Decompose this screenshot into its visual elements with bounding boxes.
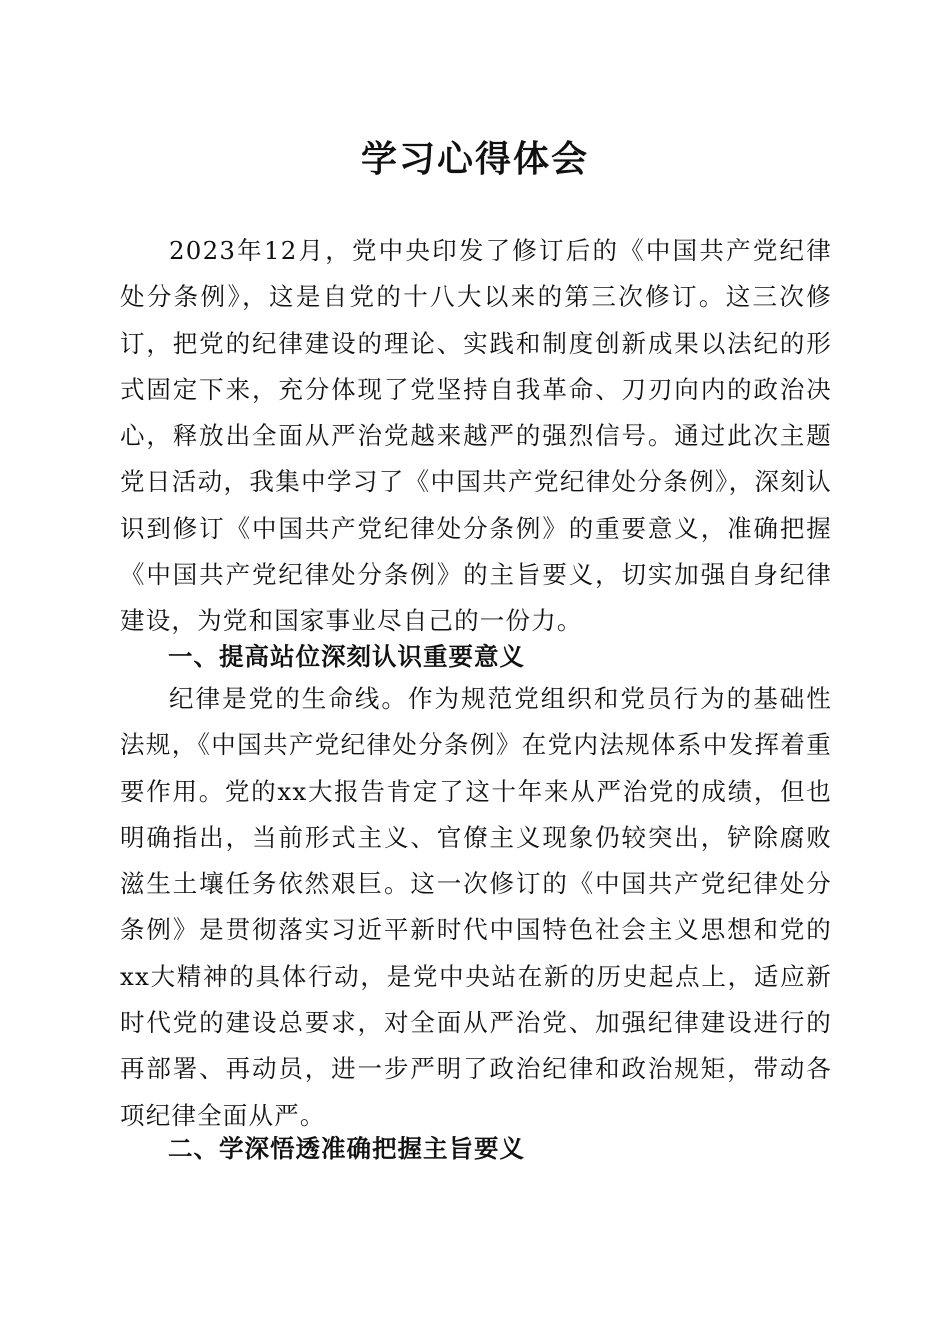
section-heading-2: 二、学深悟透准确把握主旨要义: [168, 1134, 525, 1163]
document-title: 学习心得体会: [360, 138, 589, 180]
section-heading-1: 一、提高站位深刻认识重要意义: [168, 642, 525, 671]
intro-paragraph: 2023年12月，党中央印发了修订后的《中国共产党纪律处分条例》，这是自党的十八大以来的第三次修订。这三次修订，把党的纪律建设的理论、实践和制度创新成果以法纪的形式固定下来，充分体现了党坚持自我革命、刀刃向内的政治决心，释放出全面从严治党越来越严的强烈信号。通过此次主题党日活动，我集中学习了《中国共产党纪律处分条例》，深刻认识到修订《中国共产党纪律处分条例》的重要意义，准确把握《中国共产党纪律处分条例》的主旨要义，切实加强自身纪律建设，为党和国家事业尽自己的一份力。: [120, 236, 832, 636]
section-1-paragraph: 纪律是党的生命线。作为规范党组织和党员行为的基础性法规，《中国共产党纪律处分条例》在党内法规体系中发挥着重要作用。党的xx大报告肯定了这十年来从严治党的成绩，但也明确指出，当前形式主义、官僚主义现象仍较突出，铲除腐败滋生土壤任务依然艰巨。这一次修订的《中国共产党纪律处分条例》是贯彻落实习近平新时代中国特色社会主义思想和党的xx大精神的具体行动，是党中央站在新的历史起点上，适应新时代党的建设总要求，对全面从严治党、加强纪律建设进行的再部署、再动员，进一步严明了政治纪律和政治规矩，带动各项纪律全面从严。: [120, 684, 832, 1130]
